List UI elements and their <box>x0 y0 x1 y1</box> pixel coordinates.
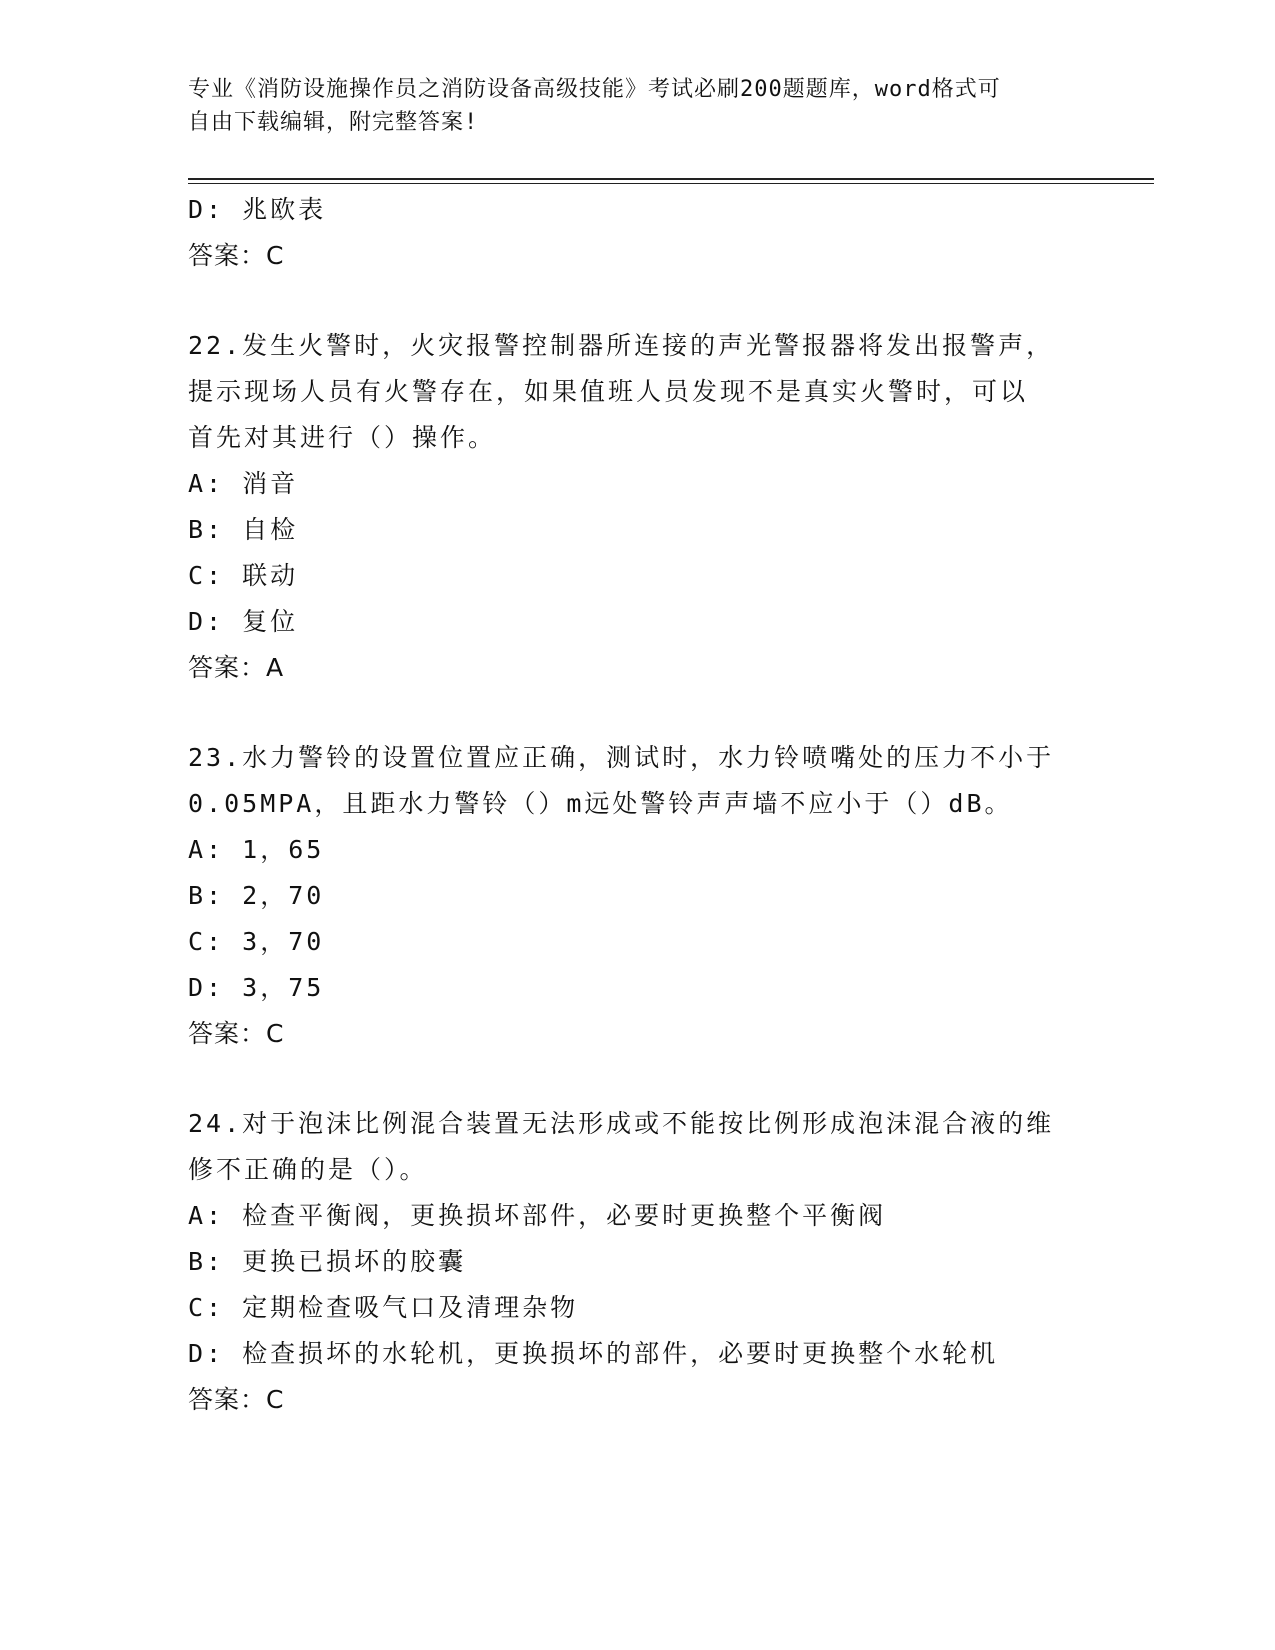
question-text-line: 24.对于泡沫比例混合装置无法形成或不能按比例形成泡沫混合液的维 <box>188 1109 1055 1138</box>
option-a: A: 1，65 <box>188 835 325 864</box>
question-24 <box>188 1101 1088 1423</box>
question-list <box>188 187 1088 1423</box>
answer-line: 答案：C <box>188 1385 285 1414</box>
option-b: B: 自检 <box>188 515 299 544</box>
previous-question-tail <box>188 187 1088 279</box>
question-22 <box>188 323 1088 691</box>
question-spacer <box>188 691 1088 735</box>
header-divider-thick <box>188 178 1154 180</box>
question-text-line: 首先对其进行（）操作。 <box>188 423 497 452</box>
header-line-1: 专业《消防设施操作员之消防设备高级技能》考试必刷200题题库，word格式可 <box>188 77 1001 102</box>
answer-line: 答案：C <box>188 1019 285 1048</box>
option-b: B: 更换已损坏的胶囊 <box>188 1247 467 1276</box>
header-line-2: 自由下载编辑，附完整答案! <box>188 110 479 135</box>
option-d: D: 检查损坏的水轮机，更换损坏的部件，必要时更换整个水轮机 <box>188 1339 999 1368</box>
document-header <box>188 73 1068 139</box>
answer-line: 答案：A <box>188 653 285 682</box>
answer-line: 答案：C <box>188 241 285 270</box>
option-d: D: 兆欧表 <box>188 195 327 224</box>
question-23 <box>188 735 1088 1057</box>
question-spacer <box>188 279 1088 323</box>
question-text-line: 提示现场人员有火警存在，如果值班人员发现不是真实火警时，可以 <box>188 377 1029 406</box>
option-d: D: 3，75 <box>188 973 325 1002</box>
question-text-line: 修不正确的是（）。 <box>188 1155 428 1184</box>
option-a: A: 消音 <box>188 469 299 498</box>
question-text-line: 23.水力警铃的设置位置应正确，测试时，水力铃喷嘴处的压力不小于 <box>188 743 1055 772</box>
option-c: C: 定期检查吸气口及清理杂物 <box>188 1293 579 1322</box>
question-text-line: 0.05MPA，且距水力警铃（）m远处警铃声声墙不应小于（）dB。 <box>188 789 1013 818</box>
header-divider-thin <box>188 183 1154 184</box>
question-text-line: 22.发生火警时，火灾报警控制器所连接的声光警报器将发出报警声， <box>188 331 1055 360</box>
option-a: A: 检查平衡阀，更换损坏部件，必要时更换整个平衡阀 <box>188 1201 887 1230</box>
option-c: C: 联动 <box>188 561 299 590</box>
option-c: C: 3，70 <box>188 927 325 956</box>
option-d: D: 复位 <box>188 607 299 636</box>
question-spacer <box>188 1057 1088 1101</box>
option-b: B: 2，70 <box>188 881 325 910</box>
